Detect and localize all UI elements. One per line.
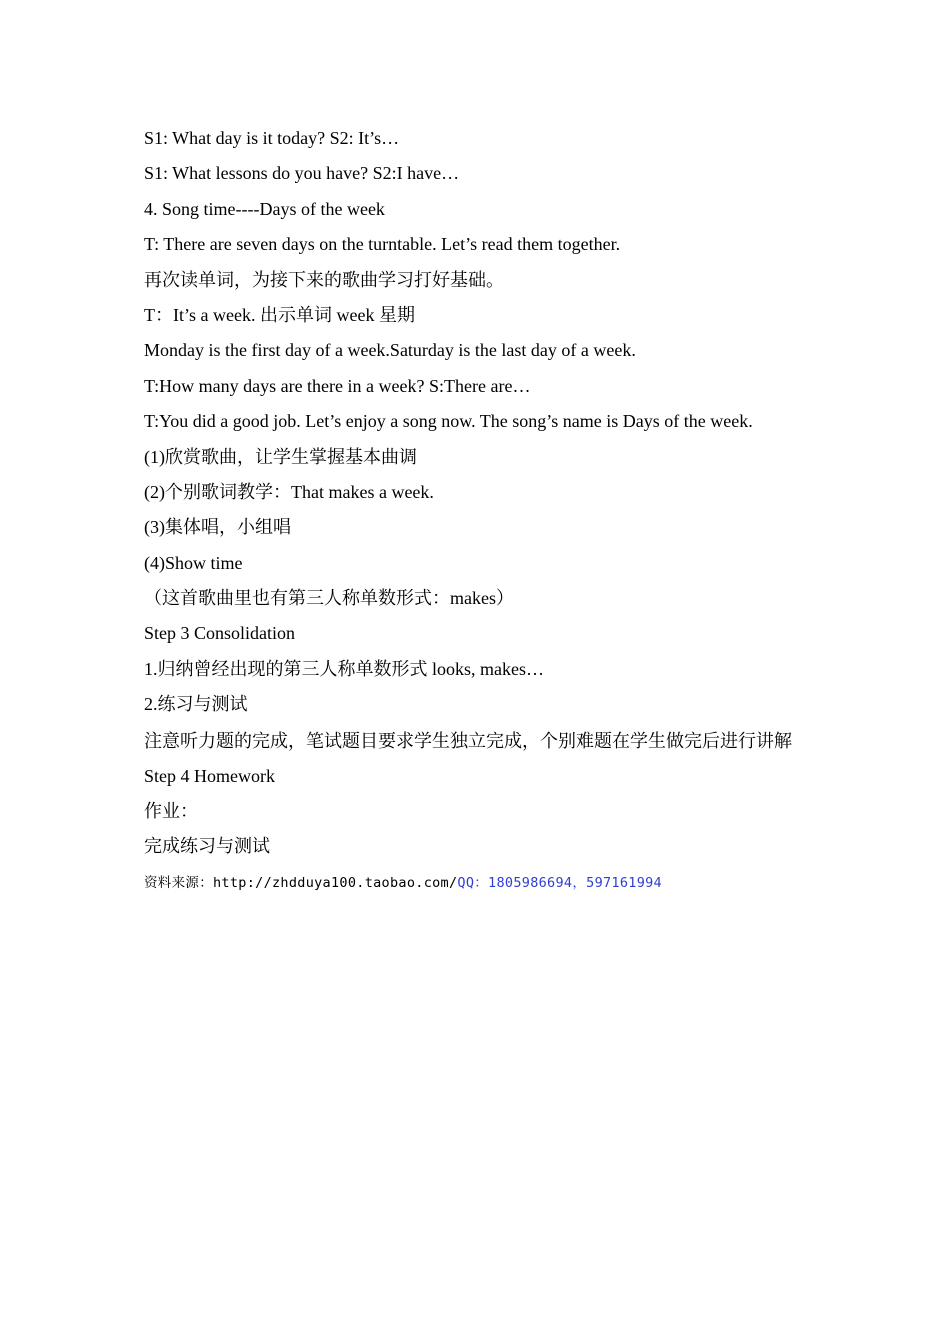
teacher-line-enjoy-song: T:You did a good job. Let’s enjoy a song now. The song’s name is Days of the week. (144, 411, 753, 432)
homework-label: 作业： (144, 801, 198, 822)
source-footer (144, 865, 816, 901)
note-listening-written: 注意听力题的完成，笔试题目要求学生独立完成，个别难题在学生做完后进行讲解 (144, 730, 792, 751)
dialogue-line-day: S1: What day is it today? S2: It’s… (144, 128, 400, 148)
dialogue-line-lessons: S1: What lessons do you have? S2:I have… (144, 163, 460, 184)
step-show-time: (4)Show time (144, 552, 243, 573)
note-reread-words: 再次读单词，为接下来的歌曲学习打好基础。 (144, 269, 504, 290)
step-group-singing: (3)集体唱，小组唱 (144, 517, 291, 538)
note-third-person: （这首歌曲里也有第三人称单数形式：makes） (144, 588, 514, 609)
item-summarize-forms: 1.归纳曾经出现的第三人称单数形式 looks, makes… (144, 658, 544, 679)
teacher-line-how-many-days: T:How many days are there in a week? S:There are… (144, 375, 531, 396)
source-url-text: 资料来源：http://zhdduya100.taobao.com/ (144, 874, 458, 891)
section-song-time: 4. Song time----Days of the week (144, 198, 385, 219)
source-qq-text: QQ：1805986694，597161994 (457, 874, 662, 891)
lesson-plan-body (144, 121, 816, 901)
sentence-monday-saturday: Monday is the first day of a week.Saturday is the last day of a week. (144, 340, 636, 361)
step-lyrics-teaching: (2)个别歌词教学：That makes a week. (144, 481, 434, 502)
homework-task: 完成练习与测试 (144, 836, 270, 857)
item-practice-test: 2.练习与测试 (144, 694, 248, 715)
teacher-line-turntable: T: There are seven days on the turntable. Let’s read them together. (144, 234, 621, 255)
section-consolidation: Step 3 Consolidation (144, 623, 296, 644)
section-homework: Step 4 Homework (144, 765, 275, 786)
teacher-line-week: T：It’s a week. 出示单词 week 星期 (144, 304, 415, 325)
step-appreciate-song: (1)欣赏歌曲，让学生掌握基本曲调 (144, 446, 417, 467)
